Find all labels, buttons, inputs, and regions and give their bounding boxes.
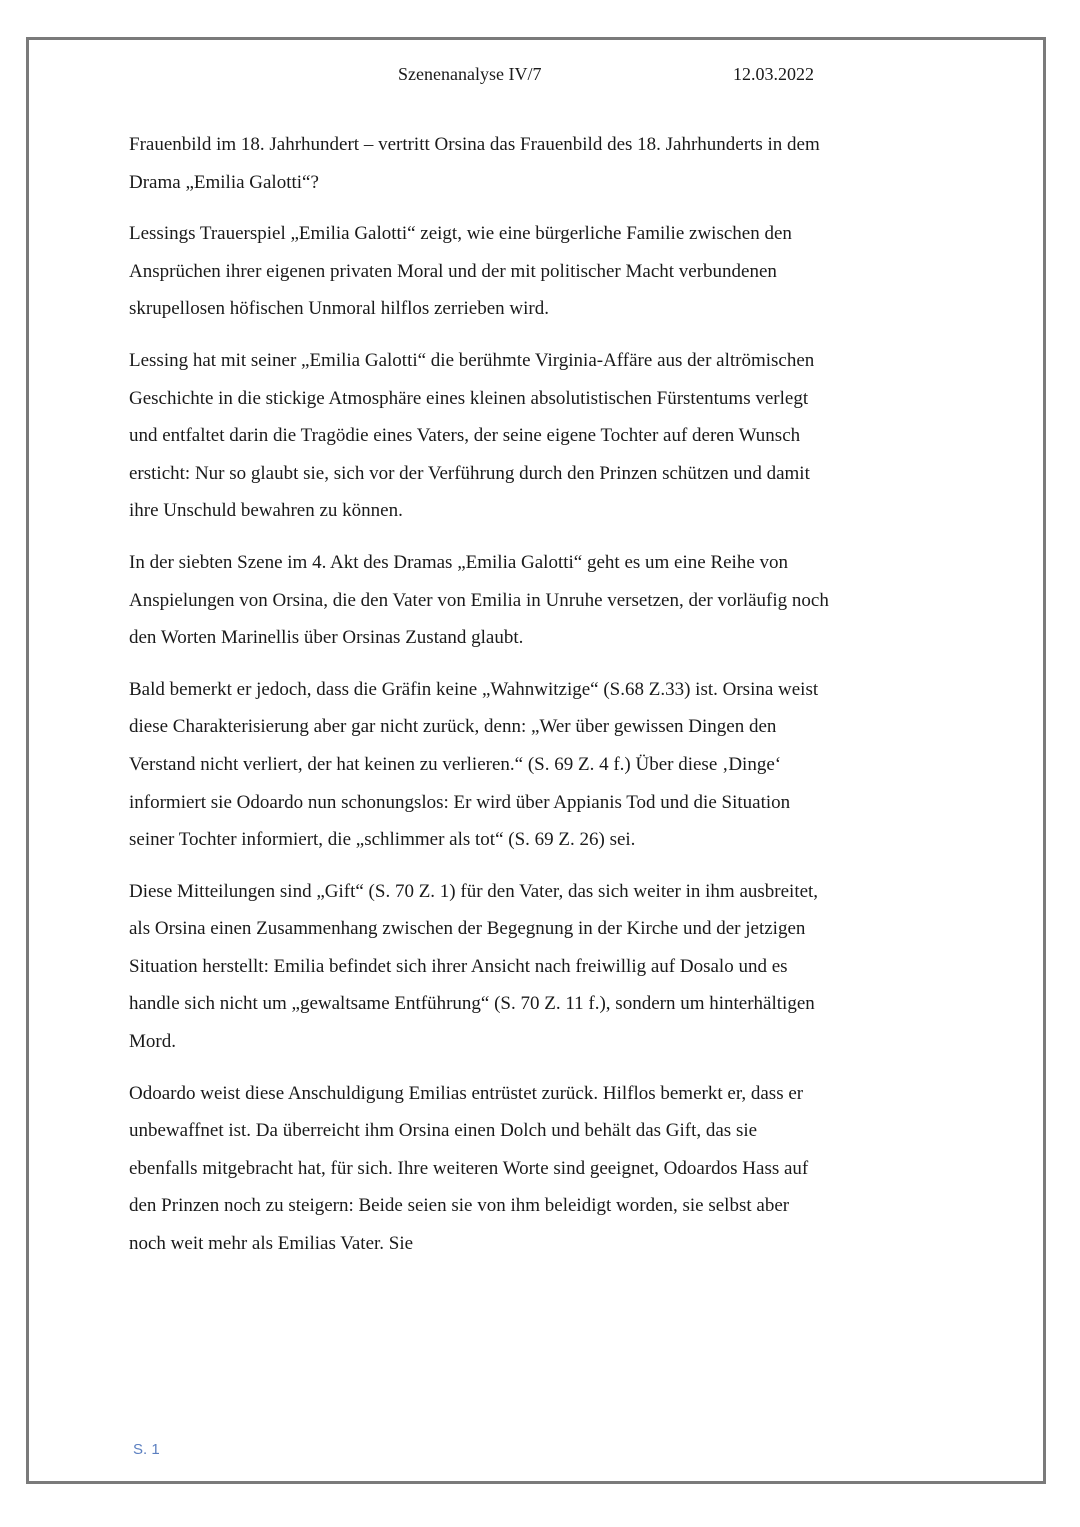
- document-title: Szenenanalyse IV/7: [398, 64, 542, 84]
- paragraph-analysis-3: Odoardo weist diese Anschuldigung Emilias entrüstet zurück. Hilflos bemerkt er, dass er unbewaffnet ist. Da überreicht ihm Orsina einen Dolch und behält das Gift, das sie ebenfalls mitgebracht hat, für sich. Ihre weiteren Worte sind geeignet, Odoardos Hass auf den Prinzen noch zu steigern: Beide seien sie von ihm beleidigt worden, sie selbst aber noch weit mehr als Emilias Vater. Sie: [129, 1082, 809, 1255]
- paragraph-topic: Frauenbild im 18. Jahrhundert – vertritt Orsina das Frauenbild des 18. Jahrhunderts in dem Drama „Emilia Galotti“?: [129, 134, 820, 193]
- page-number: S. 1: [133, 1441, 160, 1458]
- paragraph-analysis-2: Diese Mitteilungen sind „Gift“ (S. 70 Z. 1) für den Vater, das sich weiter in ihm ausbreitet, als Orsina einen Zusammenhang zwischen der Begegnung in der Kirche und der jetzigen Situation herstellt: Emilia befindet sich ihrer Ansicht nach freiwillig auf Dosalo und es handle sich nicht um „gewaltsame Entführung“ (S. 70 Z. 11 f.), sondern um hinterhältigen Mord.: [129, 880, 819, 1053]
- paragraph-context: Lessing hat mit seiner „Emilia Galotti“ die berühmte Virginia-Affäre aus der altrömischen Geschichte in die stickige Atmosphäre eines kleinen absolutistischen Fürstentums verlegt und entfaltet darin die Tragödie eines Vaters, der seine eigene Tochter auf deren Wunsch ersticht: Nur so glaubt sie, sich vor der Verführung durch den Prinzen schützen und damit ihre Unschuld bewahren zu können.: [129, 349, 815, 522]
- paragraph-analysis-1: Bald bemerkt er jedoch, dass die Gräfin keine „Wahnwitzige“ (S.68 Z.33) ist. Orsina weist diese Charakterisierung aber gar nicht zurück, denn: „Wer über gewissen Dingen den Verstand nicht verliert, der hat keinen zu verlieren.“ (S. 69 Z. 4 f.) Über diese ‚Dinge‘ informiert sie Odoardo nun schonungslos: Er wird über Appianis Tod und die Situation seiner Tochter informiert, die „schlimmer als tot“ (S. 69 Z. 26) sei.: [129, 678, 819, 851]
- paragraph-scene: In der siebten Szene im 4. Akt des Dramas „Emilia Galotti“ geht es um eine Reihe von Anspielungen von Orsina, die den Vater von Emilia in Unruhe versetzen, der vorläufig noch den Worten Marinellis über Orsinas Zustand glaubt.: [129, 551, 829, 649]
- paragraph-intro: Lessings Trauerspiel „Emilia Galotti“ zeigt, wie eine bürgerliche Familie zwischen den Ansprüchen ihrer eigenen privaten Moral und der mit politischer Macht verbundenen skrupellosen höfischen Unmoral hilflos zerrieben wird.: [129, 223, 792, 320]
- document-body: [129, 126, 829, 1277]
- document-date: 12.03.2022: [733, 64, 814, 84]
- page-header: [0, 64, 1080, 88]
